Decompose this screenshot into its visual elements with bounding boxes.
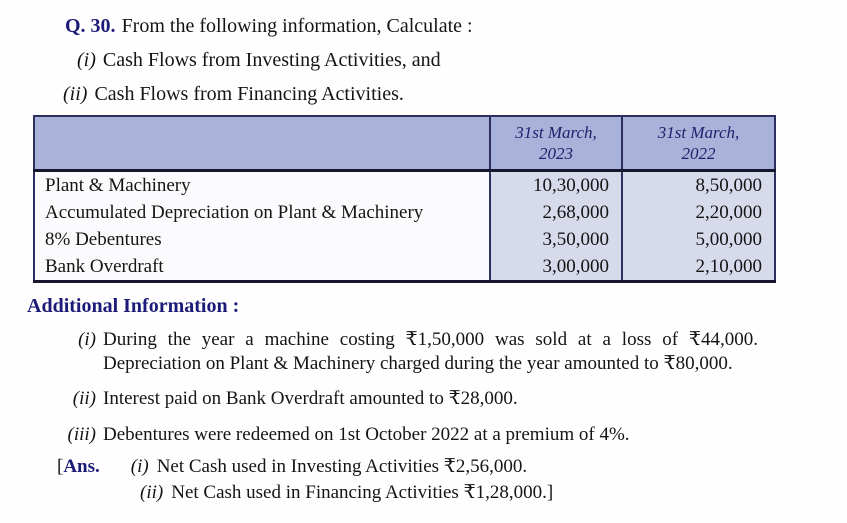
question-number: Q. 30.: [65, 15, 116, 37]
question-line: [65, 13, 847, 39]
item-ii-text: Interest paid on Bank Overdraft amounted to ₹28,000.: [103, 388, 518, 409]
additional-info-item-i: [78, 328, 758, 376]
row-value-2023: 10,30,000: [490, 171, 622, 200]
row-value-2022: 2,10,000: [622, 253, 775, 282]
additional-info-heading: Additional Information :: [27, 295, 240, 317]
balances-table: [33, 115, 776, 283]
item-ii-marker: (ii): [72, 388, 96, 409]
additional-info-item-iii: [67, 423, 758, 447]
header-2023-line2: 2023: [539, 144, 573, 163]
header-blank-cell: [34, 116, 490, 171]
header-2022-line1: 31st March,: [657, 123, 740, 142]
answer-i-text: Net Cash used in Investing Activities ₹2,56,000.: [156, 456, 528, 477]
table-row: [34, 226, 775, 253]
row-value-2023: 2,68,000: [490, 199, 622, 226]
answer-block: [57, 454, 847, 506]
part-ii-text: Cash Flows from Financing Activities.: [94, 83, 404, 105]
additional-info-item-ii: [72, 387, 758, 411]
answer-line-i: [57, 454, 847, 480]
item-iii-text: Debentures were redeemed on 1st October 2022 at a premium of 4%.: [103, 424, 630, 445]
answer-ii-marker: (ii): [140, 482, 164, 503]
header-2022-cell: [622, 116, 775, 171]
row-value-2023: 3,50,000: [490, 226, 622, 253]
item-i-marker: (i): [78, 329, 96, 350]
table-header-row: [34, 116, 775, 171]
part-i-marker: (i): [77, 49, 96, 71]
part-ii-marker: (ii): [63, 83, 88, 105]
part-i-text: Cash Flows from Investing Activities, and: [102, 49, 441, 71]
answer-label: Ans.: [63, 456, 100, 477]
question-intro-text: From the following information, Calculate :: [121, 15, 473, 37]
row-label: Plant & Machinery: [34, 171, 490, 200]
row-value-2022: 8,50,000: [622, 171, 775, 200]
header-2022-line2: 2022: [681, 144, 716, 163]
answer-open-bracket: [: [57, 456, 64, 477]
header-2023-cell: [490, 116, 622, 171]
table-row: [34, 199, 775, 226]
answer-line-ii: [57, 480, 847, 506]
item-i-text: During the year a machine costing ₹1,50,000 was sold at a loss of ₹44,000. Depreciation on Plant & Machinery charged during the year amounted to ₹80,000.: [103, 329, 758, 374]
question-part-ii: [63, 81, 847, 107]
row-value-2022: 2,20,000: [622, 199, 775, 226]
row-label: Accumulated Depreciation on Plant & Machinery: [34, 199, 490, 226]
question-part-i: [77, 47, 847, 73]
row-value-2022: 5,00,000: [622, 226, 775, 253]
row-label: Bank Overdraft: [34, 253, 490, 282]
answer-i-marker: (i): [130, 456, 149, 477]
row-value-2023: 3,00,000: [490, 253, 622, 282]
answer-ii-text: Net Cash used in Financing Activities ₹1,28,000.]: [171, 482, 554, 503]
item-iii-marker: (iii): [67, 424, 96, 445]
row-label: 8% Debentures: [34, 226, 490, 253]
table-row: [34, 171, 775, 200]
header-2023-line1: 31st March,: [515, 123, 597, 142]
table-row: [34, 253, 775, 282]
